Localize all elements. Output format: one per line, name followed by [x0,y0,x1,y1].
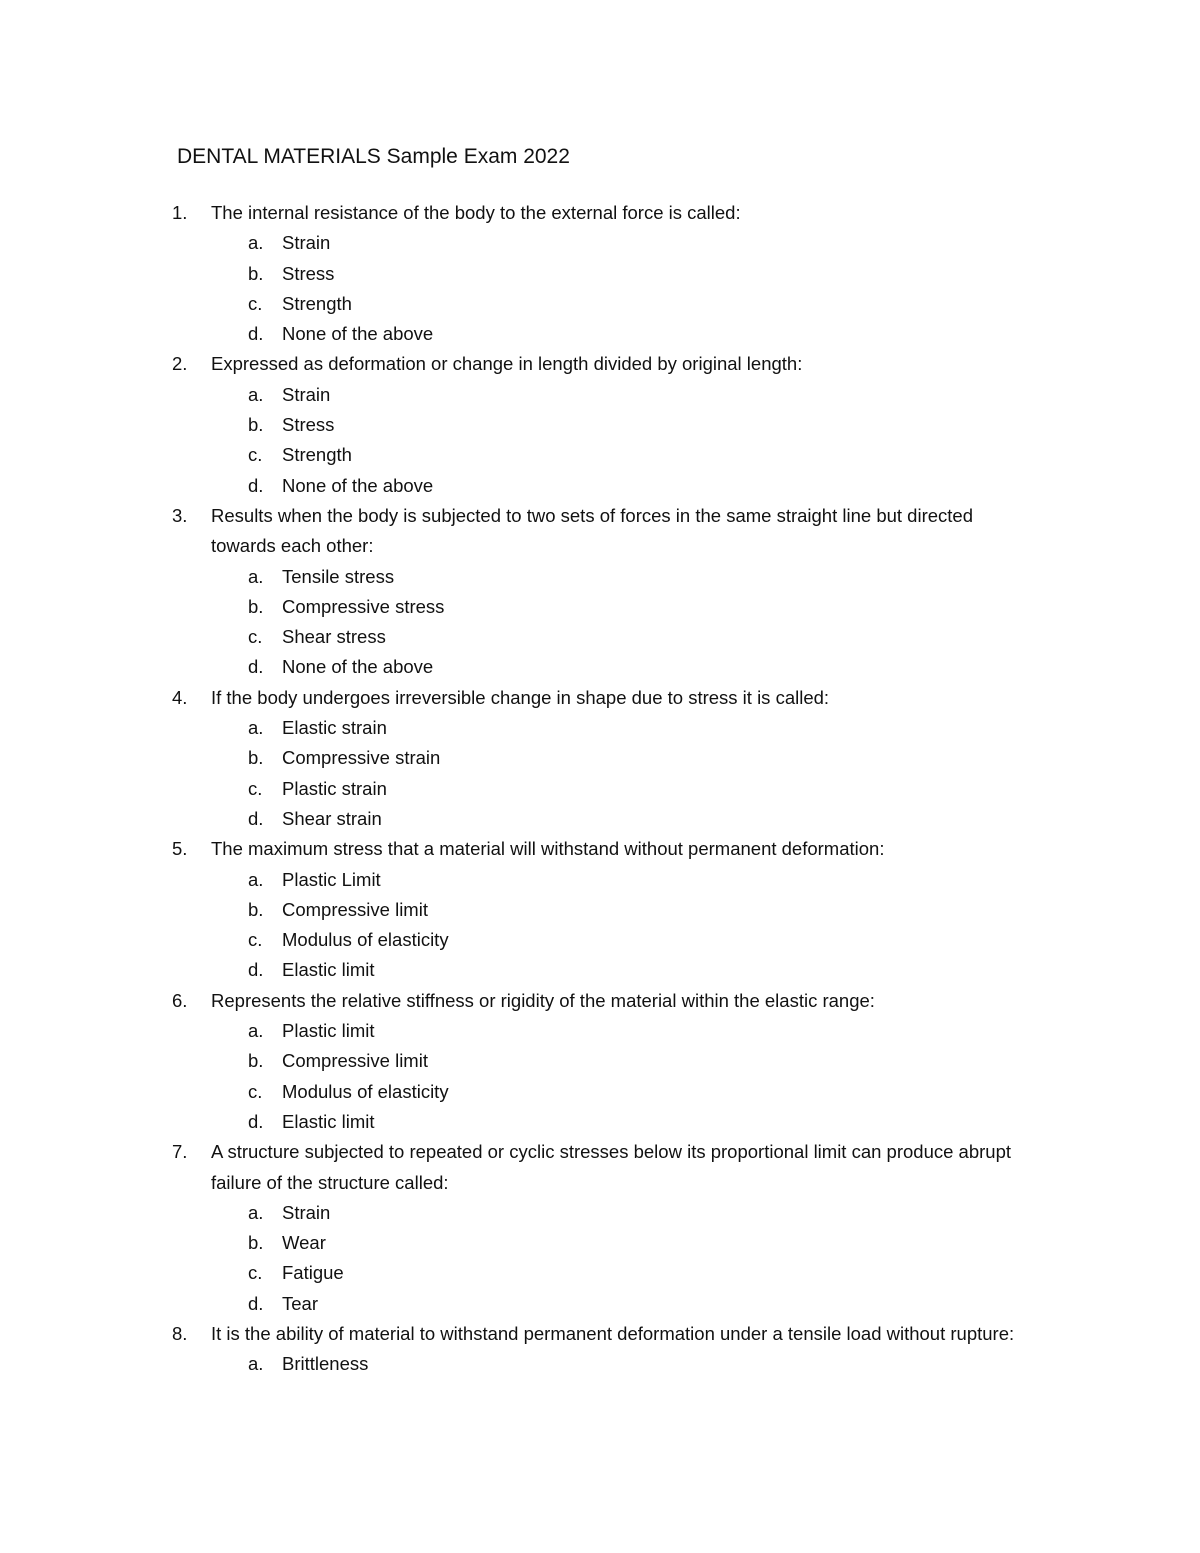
option-text: Plastic Limit [282,868,381,890]
option-text: Strain [282,383,331,405]
option-list [0,562,1200,683]
option-list [0,1198,1200,1319]
option-text: Tear [282,1292,318,1314]
question-number: 8. [172,1322,188,1344]
option-text: Stress [282,262,335,284]
question-text: Expressed as deformation or change in length divided by original length: [211,353,803,375]
option-letter: a. [248,383,264,405]
answer-option [0,592,1200,622]
question-number: 5. [172,838,188,860]
option-letter: a. [248,565,264,587]
answer-option [0,804,1200,834]
option-letter: a. [248,1201,264,1223]
option-letter: b. [248,747,264,769]
option-text: None of the above [282,656,434,678]
option-letter: d. [248,959,264,981]
answer-option [0,1198,1200,1228]
question-item [0,986,1200,1137]
answer-option [0,1107,1200,1137]
question-list [0,198,1200,1380]
answer-option [0,713,1200,743]
option-text: Shear stress [282,626,386,648]
answer-option [0,440,1200,470]
option-letter: a. [248,232,264,254]
option-text: Elastic limit [282,1110,375,1132]
question-text: A structure subjected to repeated or cyclic stresses below its proportional limit can produce abrupt failure of the structure called: [211,1141,1012,1193]
question-number: 7. [172,1141,188,1163]
question-text: The maximum stress that a material will withstand without permanent deformation: [211,838,885,860]
question-item [0,349,1200,500]
answer-option [0,925,1200,955]
option-text: None of the above [282,474,434,496]
option-text: Strain [282,232,331,254]
answer-option [0,622,1200,652]
option-text: Modulus of elasticity [282,929,449,951]
question-text: The internal resistance of the body to the external force is called: [211,202,741,223]
option-letter: c. [248,626,263,648]
answer-option [0,774,1200,804]
option-letter: d. [248,1110,264,1132]
question-item [0,198,1200,349]
option-letter: a. [248,717,264,739]
question-number: 3. [172,504,188,526]
document-title: DENTAL MATERIALS Sample Exam 2022 [177,145,570,168]
answer-option [0,1349,1200,1379]
option-letter: a. [248,1353,264,1375]
option-text: Compressive limit [282,1050,428,1072]
option-letter: c. [248,1080,263,1102]
option-text: Compressive strain [282,747,441,769]
option-text: Elastic limit [282,959,375,981]
option-letter: b. [248,414,264,436]
option-text: Shear strain [282,807,382,829]
answer-option [0,471,1200,501]
option-text: Tensile stress [282,565,395,587]
question-item [0,834,1200,985]
question-number: 1. [172,202,188,223]
answer-option [0,1077,1200,1107]
option-letter: d. [248,807,264,829]
answer-option [0,743,1200,773]
option-text: Plastic limit [282,1020,375,1042]
answer-option [0,410,1200,440]
answer-option [0,562,1200,592]
question-text: If the body undergoes irreversible change in shape due to stress it is called: [211,686,830,708]
option-letter: a. [248,868,264,890]
answer-option [0,228,1200,258]
option-letter: b. [248,1232,264,1254]
answer-option [0,1258,1200,1288]
option-letter: b. [248,1050,264,1072]
option-text: Modulus of elasticity [282,1080,449,1102]
answer-option [0,955,1200,985]
answer-option [0,319,1200,349]
option-letter: b. [248,898,264,920]
answer-option [0,865,1200,895]
answer-option [0,1228,1200,1258]
option-letter: c. [248,1262,263,1284]
option-text: Fatigue [282,1262,344,1284]
option-text: Elastic strain [282,717,387,739]
option-text: Strength [282,444,352,466]
option-letter: c. [248,444,263,466]
option-list [0,713,1200,834]
answer-option [0,1016,1200,1046]
option-text: Compressive limit [282,898,428,920]
question-number: 6. [172,989,188,1011]
option-letter: c. [248,292,263,314]
option-letter: c. [248,777,263,799]
question-item [0,501,1200,683]
option-text: Stress [282,414,335,436]
option-list [0,1349,1200,1379]
option-text: Plastic strain [282,777,387,799]
option-text: Wear [282,1232,326,1254]
option-letter: a. [248,1020,264,1042]
question-item [0,1137,1200,1319]
option-list [0,1016,1200,1137]
option-text: Strength [282,292,352,314]
question-number: 4. [172,686,188,708]
answer-option [0,895,1200,925]
option-text: Strain [282,1201,331,1223]
question-text: Represents the relative stiffness or rigidity of the material within the elastic range: [211,989,875,1011]
question-text: Results when the body is subjected to two sets of forces in the same straight line but directed towards each other: [211,504,973,557]
question-number: 2. [172,353,188,375]
option-letter: b. [248,595,264,617]
question-text: It is the ability of material to withstand permanent deformation under a tensile load without rupture: [211,1322,1015,1344]
answer-option [0,1289,1200,1319]
option-letter: d. [248,323,264,345]
answer-option [0,380,1200,410]
answer-option [0,1046,1200,1076]
option-list [0,865,1200,986]
option-letter: b. [248,262,264,284]
question-item [0,1319,1200,1380]
option-letter: c. [248,929,263,951]
option-list [0,228,1200,349]
option-list [0,380,1200,501]
answer-option [0,289,1200,319]
question-item [0,683,1200,834]
option-text: Compressive stress [282,595,445,617]
option-letter: d. [248,1292,264,1314]
answer-option [0,652,1200,682]
option-letter: d. [248,474,264,496]
answer-option [0,259,1200,289]
option-letter: d. [248,656,264,678]
option-text: None of the above [282,323,434,345]
option-text: Brittleness [282,1353,369,1375]
